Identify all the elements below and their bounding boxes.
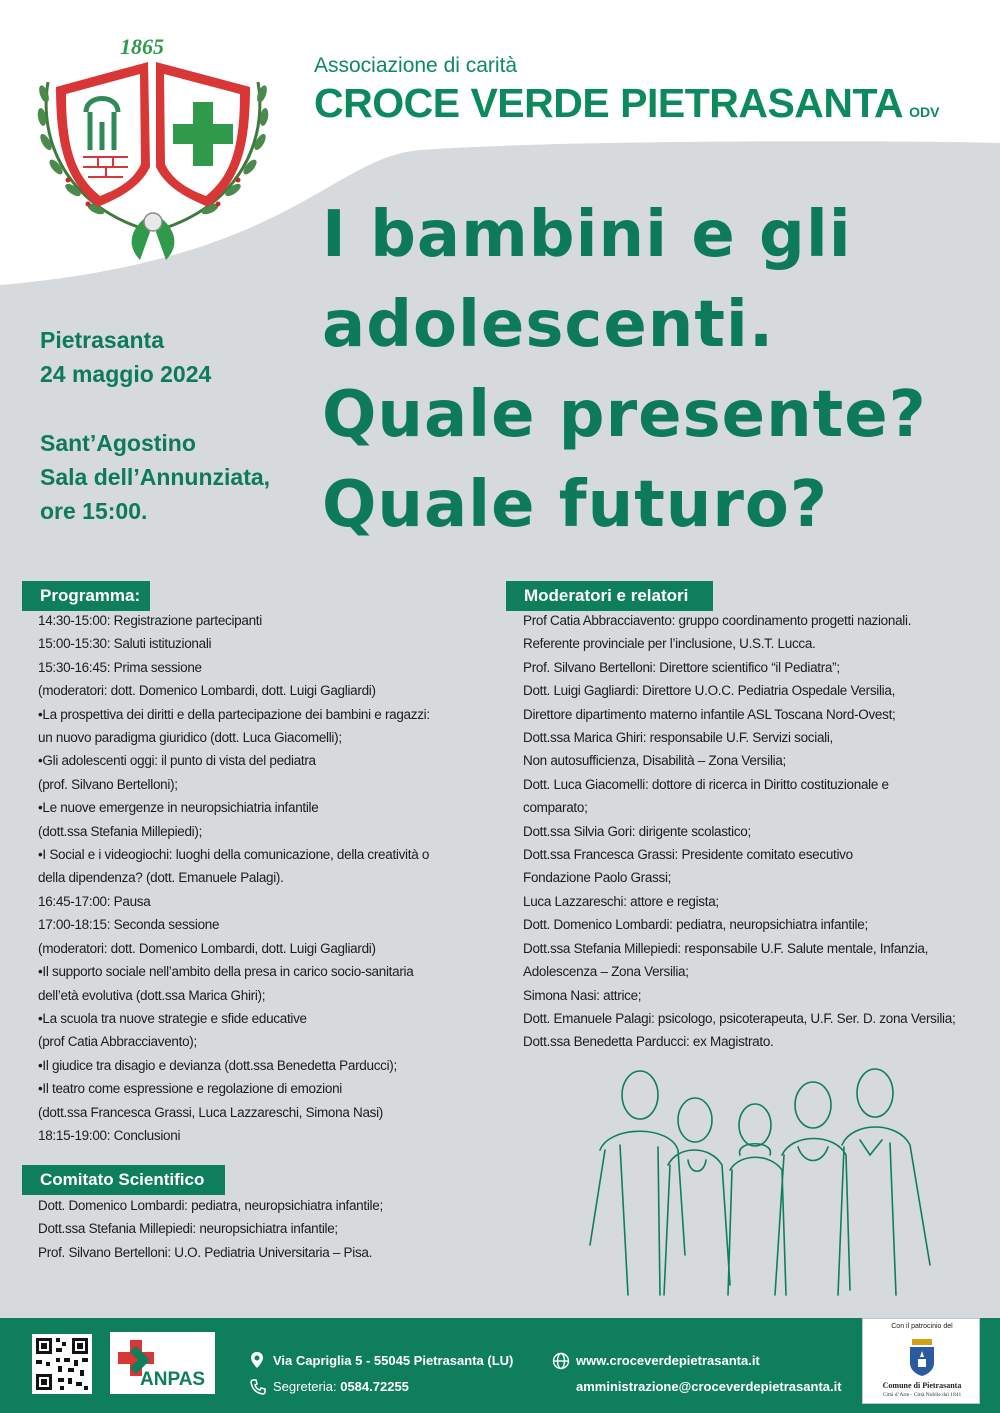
program-line: della dipendenza? (dott. Emanuele Palagi). (38, 870, 284, 886)
footer-address: Via Capriglia 5 - 55045 Pietrasanta (LU) (273, 1353, 514, 1368)
speaker-line: Prof. Silvano Bertelloni: Direttore scientifico “il Pediatra”; (523, 659, 840, 675)
program-line: dell’età evolutiva (dott.ssa Marica Ghiri); (38, 987, 266, 1003)
program-line: •La prospettiva dei diritti e della partecipazione dei bambini e ragazzi: (38, 706, 430, 722)
program-line: (prof Catia Abbracciavento); (38, 1034, 197, 1050)
association-odv: ODV (909, 104, 940, 120)
speaker-line: Adolescenza – Zona Versilia; (523, 964, 689, 980)
event-city: Pietrasanta (40, 327, 165, 353)
event-date: 24 maggio 2024 (40, 361, 212, 387)
association-name: CROCE VERDE PIETRASANTA (314, 80, 904, 126)
speaker-line: Referente provinciale per l’inclusione, U.S.T. Lucca. (523, 636, 816, 652)
event-date-block (40, 323, 211, 391)
qr-code-icon[interactable] (32, 1334, 92, 1394)
speaker-line: Direttore dipartimento materno infantile ASL Toscana Nord-Ovest; (523, 706, 896, 722)
comune-name: Comune di Pietrasanta (882, 1381, 962, 1390)
event-time: ore 15:00. (40, 498, 148, 524)
anpas-logo (110, 1332, 215, 1394)
speaker-line: comparato; (523, 800, 588, 816)
logo-year: 1865 (120, 34, 164, 59)
speaker-line: Fondazione Paolo Grassi; (523, 870, 672, 886)
committee-line: Dott. Domenico Lombardi: pediatra, neuropsichiatra infantile; (38, 1198, 383, 1213)
program-line: •Il teatro come espressione e regolazione di emozioni (38, 1081, 343, 1097)
committee-title: Comitato Scientifico (22, 1165, 225, 1195)
headline-line: Quale futuro? (322, 468, 828, 542)
speaker-line: Luca Lazzareschi: attore e regista; (523, 893, 719, 909)
program-line: (prof. Silvano Bertelloni); (38, 776, 178, 792)
program-list (38, 609, 430, 1147)
speaker-line: Dott. Luca Giacomelli: dottore di ricerca in Diritto costituzionale e (523, 776, 889, 792)
globe-icon (552, 1352, 570, 1370)
speakers-list (523, 609, 955, 1054)
association-subtitle: Associazione di carità (314, 54, 518, 77)
program-line: •La scuola tra nuove strategie e sfide educative (38, 1010, 307, 1026)
program-line: 17:00-18:15: Seconda sessione (38, 917, 220, 933)
footer-email[interactable]: amministrazione@croceverdepietrasanta.it (576, 1379, 842, 1394)
program-line: 15:00-15:30: Saluti istituzionali (38, 636, 212, 652)
program-line: 14:30-15:00: Registrazione partecipanti (38, 613, 262, 628)
program-line: (dott.ssa Francesca Grassi, Luca Lazzareschi, Simona Nasi) (38, 1104, 383, 1120)
speaker-line: Non autosufficienza, Disabilità – Zona Versilia; (523, 753, 787, 769)
committee-line: Dott.ssa Stefania Millepiedi: neuropsichiatra infantile; (38, 1221, 338, 1237)
event-venue-line2: Sala dell’Annunziata, (40, 464, 271, 490)
event-headline (322, 190, 992, 550)
speakers-title: Moderatori e relatori (506, 581, 713, 611)
program-title: Programma: (22, 581, 150, 611)
speaker-line: Dott. Emanuele Palagi: psicologo, psicoterapeuta, U.F. Ser. D. zona Versilia; (523, 1010, 956, 1026)
program-line: (moderatori: dott. Domenico Lombardi, dott. Luigi Gagliardi) (38, 940, 376, 956)
footer-website[interactable]: www.croceverdepietrasanta.it (576, 1353, 760, 1368)
association-title (314, 80, 939, 127)
speaker-line: Dott.ssa Francesca Grassi: Presidente comitato esecutivo (523, 847, 853, 863)
program-line: 18:15-19:00: Conclusioni (38, 1127, 181, 1143)
event-venue-block (40, 426, 270, 528)
program-line: 16:45-17:00: Pausa (38, 893, 151, 909)
program-line: •Le nuove emergenze in neuropsichiatria infantile (38, 800, 319, 816)
croce-verde-logo (28, 32, 278, 272)
comune-subtitle: Città d’Arte - Città Nobile dal 1841 (882, 1392, 962, 1398)
anpas-label: ANPAS (140, 1369, 206, 1390)
comune-crest-icon (908, 1335, 936, 1377)
program-line: 15:30-16:45: Prima sessione (38, 659, 202, 675)
speaker-line: Dott.ssa Benedetta Parducci: ex Magistrato. (523, 1034, 774, 1050)
phone-label: Segreteria: (273, 1379, 337, 1394)
committee-list (38, 1194, 383, 1264)
headline-line: adolescenti. (322, 288, 775, 362)
headline-line: Quale presente? (322, 378, 927, 452)
program-line: •I Social e i videogiochi: luoghi della comunicazione, della creatività o (38, 847, 430, 863)
speaker-line: Dott.ssa Marica Ghiri: responsabile U.F. Servizi sociali, (523, 730, 834, 746)
program-line: (dott.ssa Stefania Millepiedi); (38, 823, 203, 839)
location-pin-icon (250, 1351, 264, 1369)
speaker-line: Dott.ssa Stefania Millepiedi: responsabile U.F. Salute mentale, Infanzia, (523, 940, 929, 956)
speaker-line: Dott.ssa Silvia Gori: dirigente scolastico; (523, 823, 751, 839)
speaker-line: Prof Catia Abbracciavento: gruppo coordinamento progetti nazionali. (523, 613, 912, 628)
young-people-illustration (560, 1055, 980, 1315)
program-line: •Il giudice tra disagio e devianza (dott.ssa Benedetta Parducci); (38, 1057, 397, 1073)
comune-patronage (862, 1318, 980, 1404)
speaker-line: Simona Nasi: attrice; (523, 987, 642, 1003)
program-line: •Gli adolescenti oggi: il punto di vista del pediatra (38, 753, 316, 769)
headline-line: I bambini e gli (322, 198, 852, 272)
committee-line: Prof. Silvano Bertelloni: U.O. Pediatria Universitaria – Pisa. (38, 1244, 373, 1260)
phone-icon (249, 1378, 267, 1396)
phone-number[interactable]: 0584.72255 (340, 1379, 409, 1394)
program-line: (moderatori: dott. Domenico Lombardi, dott. Luigi Gagliardi) (38, 683, 376, 699)
program-line: un nuovo paradigma giuridico (dott. Luca Giacomelli); (38, 730, 342, 746)
footer-phone-line (273, 1379, 409, 1394)
patronage-label: Con il patrocinio del (891, 1323, 953, 1330)
footer (0, 1318, 1000, 1413)
speaker-line: Dott. Domenico Lombardi: pediatra, neuropsichiatra infantile; (523, 917, 868, 933)
event-venue-line1: Sant’Agostino (40, 430, 196, 456)
program-line: •Il supporto sociale nell’ambito della presa in carico socio-sanitaria (38, 964, 414, 980)
speaker-line: Dott. Luigi Gagliardi: Direttore U.O.C. Pediatria Ospedale Versilia, (523, 683, 896, 699)
